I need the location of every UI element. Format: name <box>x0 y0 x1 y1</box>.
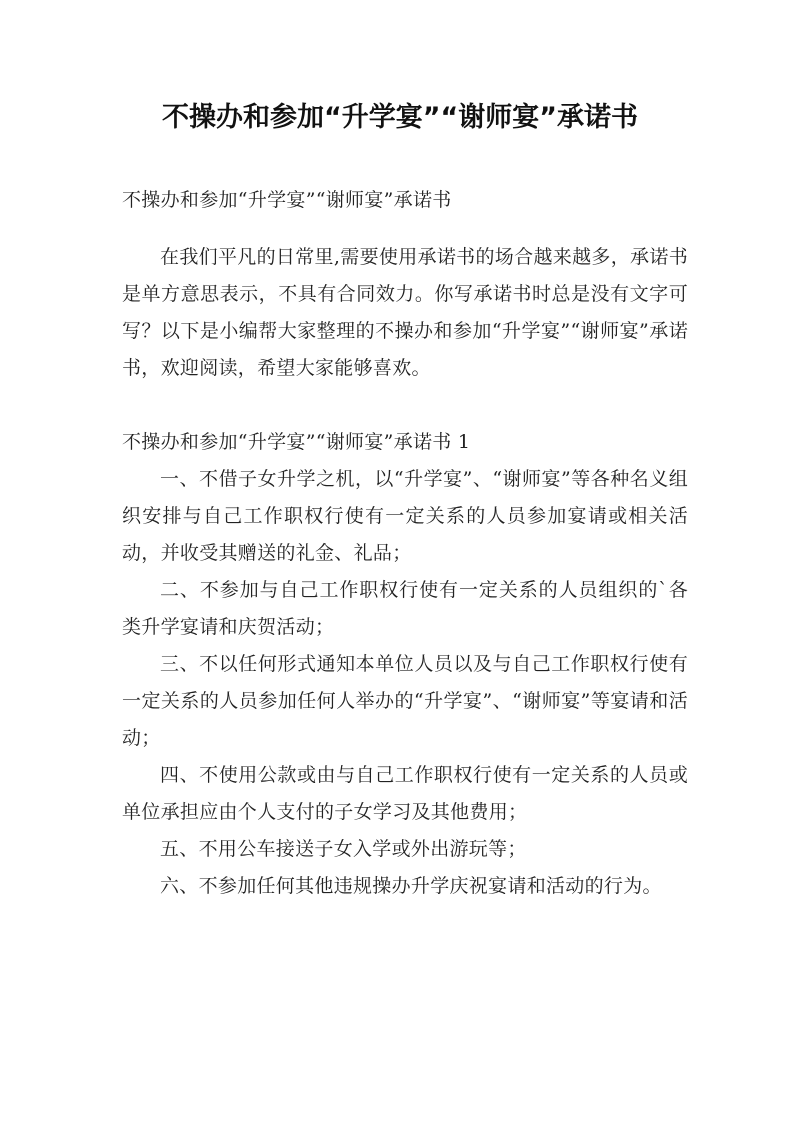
commitment-item-6: 六、不参加任何其他违规操办升学庆祝宴请和活动的行为。 <box>160 875 662 897</box>
section-heading: 不操办和参加“升学宴”“谢师宴”承诺书 1 <box>122 431 471 453</box>
document-title: 不操办和参加“升学宴”“谢师宴”承诺书 <box>162 102 638 133</box>
commitment-item-3: 三、不以任何形式通知本单位人员以及与自己工作职权行使有一定关系的人员参加任何人举办的“升学宴”、“谢师宴”等宴请和活动； <box>122 653 688 749</box>
spacer <box>122 387 688 424</box>
spacer <box>122 219 688 239</box>
commitment-item-5: 五、不用公车接送子女入学或外出游玩等； <box>160 838 527 860</box>
commitment-item-4: 四、不使用公款或由与自己工作职权行使有一定关系的人员或单位承担应由个人支付的子女学习及其他费用； <box>122 764 688 823</box>
commitment-item-1: 一、不借子女升学之机，以“升学宴”、“谢师宴”等各种名义组织安排与自己工作职权行使有一定关系的人员参加宴请或相关活动，并收受其赠送的礼金、礼品； <box>122 468 688 564</box>
intro-paragraph: 在我们平凡的日常里,需要使用承诺书的场合越来越多，承诺书是单方意思表示，不具有合同效力。你写承诺书时总是没有文字可写？以下是小编帮大家整理的不操办和参加“升学宴”“谢师宴”承诺书，欢迎阅读，希望大家能够喜欢。 <box>122 246 688 379</box>
document-body <box>122 182 688 905</box>
commitment-item-2: 二、不参加与自己工作职权行使有一定关系的人员组织的`各类升学宴请和庆贺活动； <box>122 579 688 638</box>
document-subtitle: 不操办和参加“升学宴”“谢师宴”承诺书 <box>122 189 452 211</box>
